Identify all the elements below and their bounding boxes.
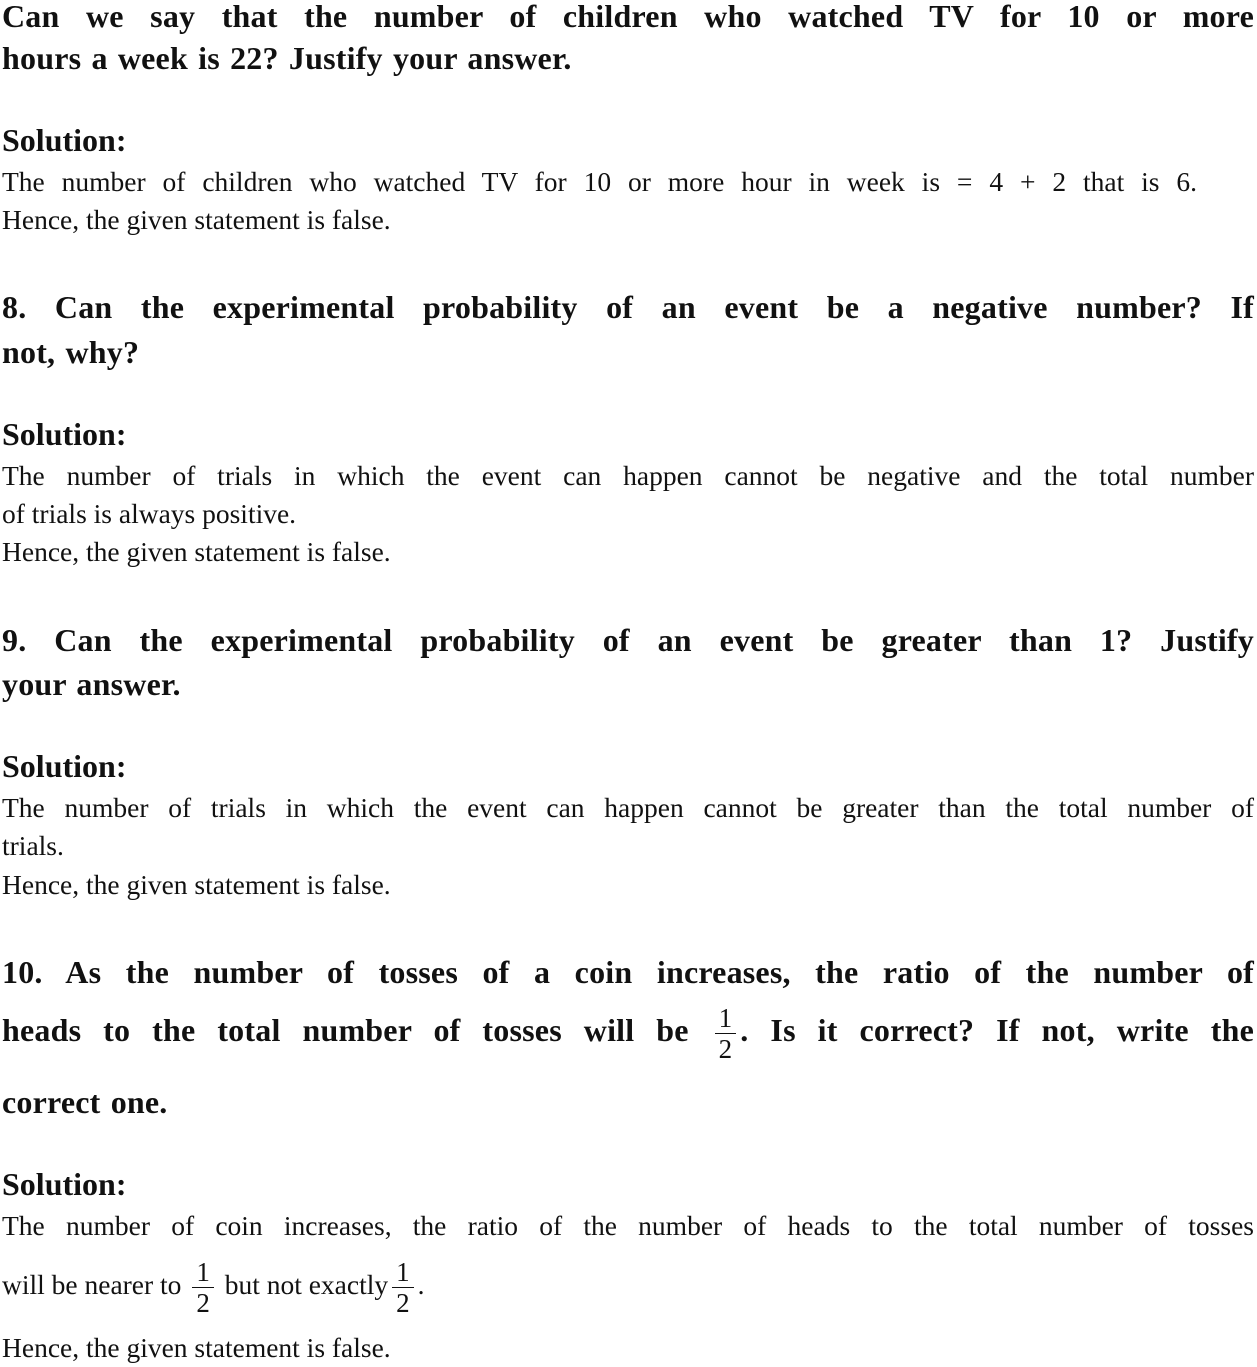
q7-solution-line2: Hence, the given statement is false.: [2, 204, 391, 235]
q9-question-line2: your answer.: [2, 666, 181, 702]
q8-question-line2: not, why?: [2, 334, 140, 370]
q8-solution-line1: The number of trials in which the event can happen cannot be negative and the total number: [2, 460, 1254, 491]
q7-question-line1: Can we say that the number of children who watched TV for 10 or more: [2, 0, 1254, 34]
fraction-denominator: 2: [718, 1034, 733, 1065]
q10-question-line2-before: heads to the total number of tosses will be: [2, 1012, 689, 1048]
q8-solution-label: Solution:: [2, 416, 127, 452]
fraction-numerator: 1: [392, 1257, 414, 1288]
q8-question-line1: 8. Can the experimental probability of an event be a negative number? If: [2, 289, 1254, 325]
q8-solution-line2: of trials is always positive.: [2, 498, 297, 529]
q10-solution-line2: [2, 1252, 1254, 1320]
q10-question-line2: [2, 998, 1254, 1064]
q7-solution-line1: The number of children who watched TV for 10 or more hour in week is = 4 + 2 that is 6.: [2, 166, 1197, 197]
q9-question-line1: 9. Can the experimental probability of an event be greater than 1? Justify: [2, 622, 1254, 658]
fraction-numerator: 1: [192, 1257, 214, 1288]
q7-question-line2: hours a week is 22? Justify your answer.: [2, 40, 572, 76]
q10-solution-fraction1: [192, 1257, 214, 1318]
q10-solution-line2-before: will be nearer to: [2, 1269, 182, 1300]
q9-solution-line2: trials.: [2, 830, 64, 861]
q10-question-line1: 10. As the number of tosses of a coin increases, the ratio of the number of: [2, 954, 1254, 990]
q9-solution-label: Solution:: [2, 748, 127, 784]
q10-question-line2-after: . Is it correct? If not, write the: [740, 1012, 1254, 1048]
fraction-denominator: 2: [196, 1288, 210, 1319]
q10-question-line3: correct one.: [2, 1084, 168, 1120]
q10-solution-fraction2: [392, 1257, 414, 1318]
q10-question-fraction: [715, 1003, 737, 1064]
q8-solution-line3: Hence, the given statement is false.: [2, 536, 391, 567]
q10-solution-line1: The number of coin increases, the ratio of the number of heads to the total number of tosses: [2, 1210, 1254, 1241]
q10-solution-line2-middle: but not exactly: [224, 1269, 389, 1300]
fraction-numerator: 1: [715, 1003, 737, 1034]
q10-solution-label: Solution:: [2, 1166, 127, 1202]
q10-solution-line2-after: .: [417, 1269, 425, 1300]
q9-solution-line3: Hence, the given statement is false.: [2, 869, 391, 900]
q10-solution-line3: Hence, the given statement is false.: [2, 1332, 391, 1363]
fraction-denominator: 2: [396, 1288, 410, 1319]
q9-solution-line1: The number of trials in which the event can happen cannot be greater than the total number of: [2, 792, 1254, 823]
q7-solution-label: Solution:: [2, 122, 127, 158]
